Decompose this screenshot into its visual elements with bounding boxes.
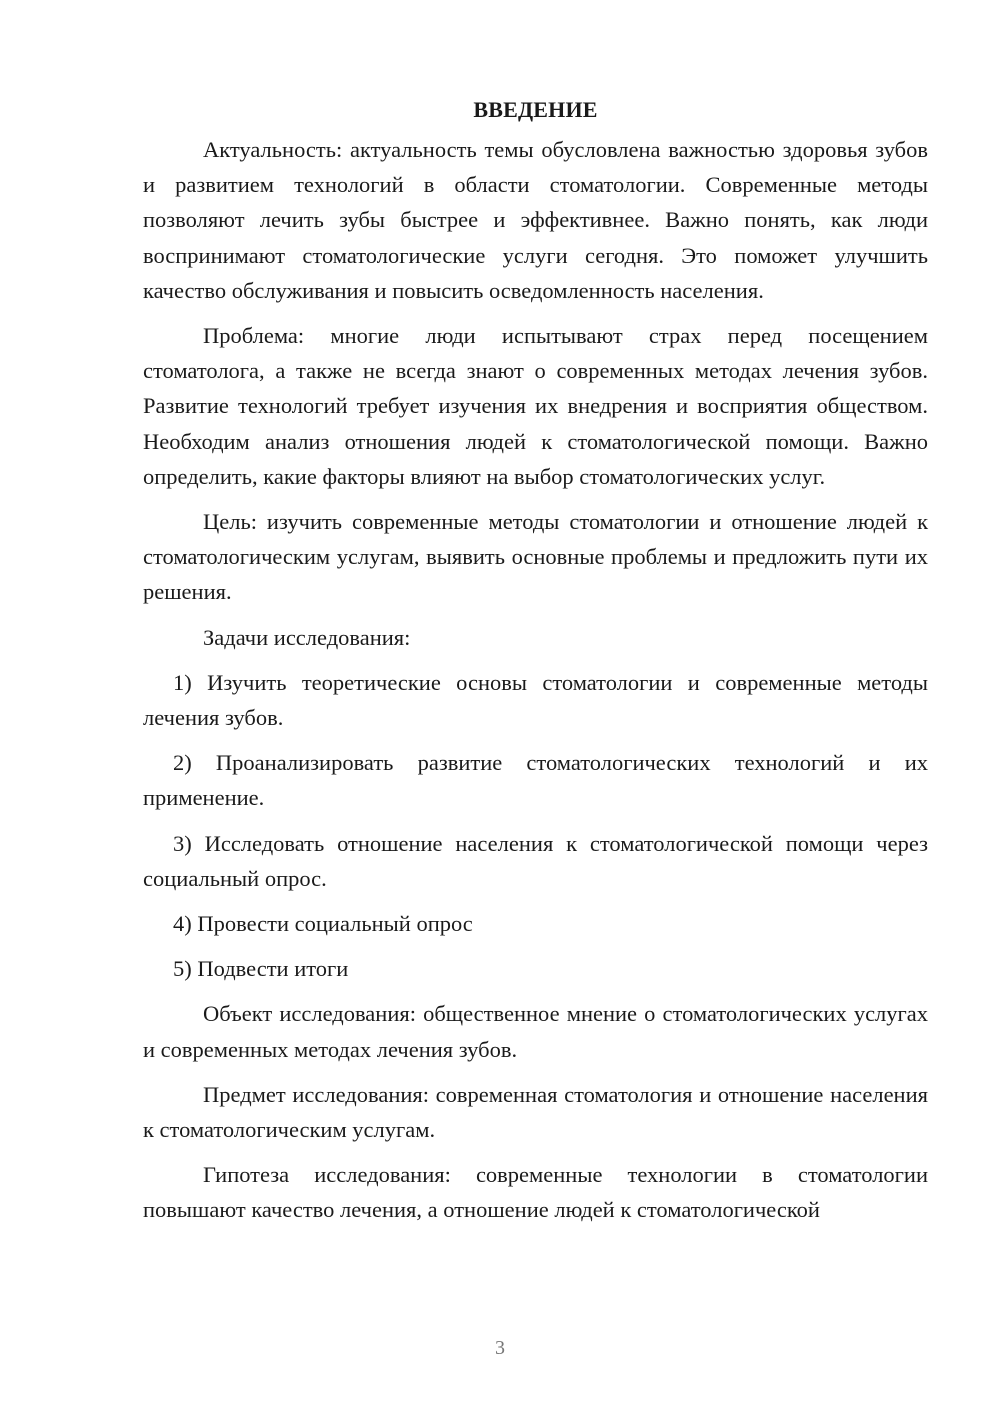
paragraph-relevance: Актуальность: актуальность темы обусловлена важностью здоровья зубов и развитием технологий в области стоматологии. Современные методы позволяют лечить зубы быстрее и эффективнее. Важно понять, как люди воспринимают стоматологические услуги сегодня. Это поможет улучшить качество обслуживания и повысить осведомленность населения.: [143, 137, 928, 303]
list-item: 3) Исследовать отношение населения к стоматологической помощи через социальный опрос.: [143, 830, 928, 891]
list-item: 2) Проанализировать развитие стоматологических технологий и их применение.: [143, 750, 928, 811]
paragraph-problem: Проблема: многие люди испытывают страх перед посещением стоматолога, а также не всегда знают о современных методах лечения зубов. Развитие технологий требует изучения их внедрения и восприятия обществом. Необходим анализ отношения людей к стоматологической помощи. Важно определить, какие факторы влияют на выбор стоматологических услуг.: [143, 323, 928, 489]
list-item: 1) Изучить теоретические основы стоматологии и современные методы лечения зубов.: [143, 669, 928, 731]
paragraph-object: Объект исследования: общественное мнение о стоматологических услугах и современных методах лечения зубов.: [143, 1001, 928, 1062]
tasks-list: [143, 665, 928, 987]
paragraph-subject: Предмет исследования: современная стоматология и отношение населения к стоматологическим услугам.: [143, 1081, 928, 1143]
paragraph-hypothesis: Гипотеза исследования: современные технологии в стоматологии повышают качество лечения, а отношение людей к стоматологической: [143, 1162, 928, 1223]
tasks-heading: Задачи исследования:: [203, 624, 411, 650]
section-title: ВВЕДЕНИЕ: [473, 97, 598, 122]
list-item: 5) Подвести итоги: [173, 956, 349, 982]
page-number: 3: [495, 1337, 505, 1359]
document-page: [143, 96, 928, 1238]
paragraph-goal: Цель: изучить современные методы стоматологии и отношение людей к стоматологическим услугам, выявить основные проблемы и предложить пути их решения.: [143, 509, 928, 605]
list-item: 4) Провести социальный опрос: [173, 911, 473, 937]
